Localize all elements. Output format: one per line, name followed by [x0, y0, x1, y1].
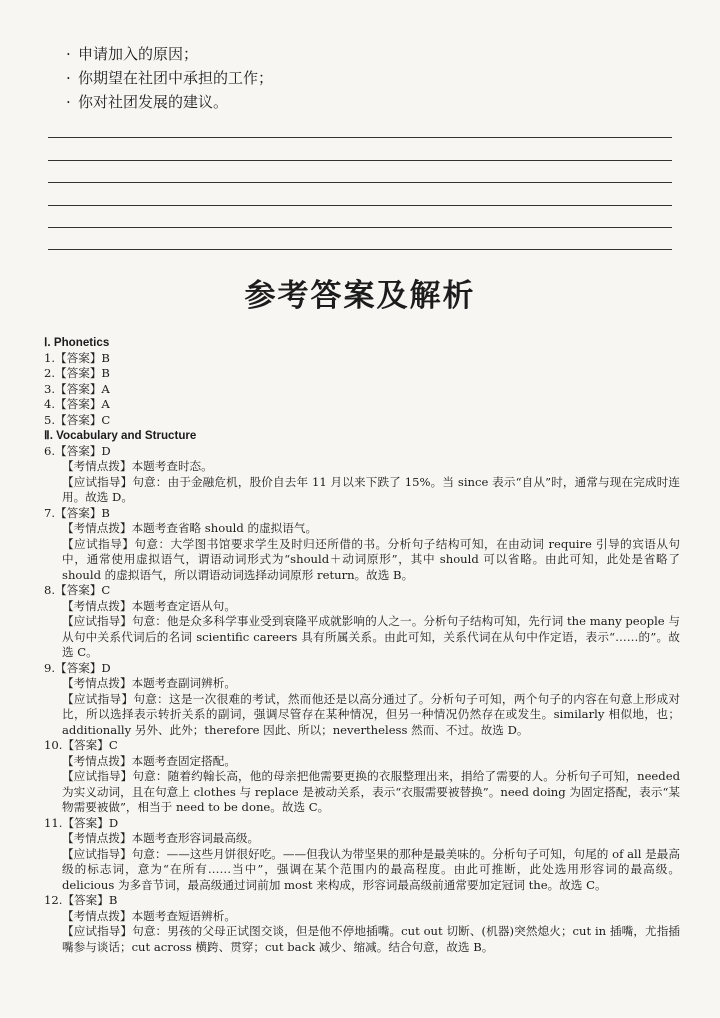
explanation: 【应试指导】句意：这是一次很难的考试，然而他还是以高分通过了。分析句子可知，两个句子的内容在句意上形成对比，所以选择表示转折关系的副词，强调尽管存在某种情况，但另一种情况仍然存在或发生。similarly 相似地，也；additionally 另外、此外；therefore 因此、所以；nevertheless 然而、不过。故选 D。 [62, 691, 680, 737]
answer-item: 6.【答案】D [44, 443, 111, 458]
answer-item: 5.【答案】C [44, 412, 111, 427]
section-heading: Ⅰ. Phonetics [44, 336, 110, 349]
exam-point: 【考情点拨】本题考查短语辨析。 [62, 908, 236, 923]
answer-item: 10.【答案】C [44, 738, 118, 752]
exam-point: 【考情点拨】本题考查形容词最高级。 [62, 831, 260, 845]
page-title: 参考答案及解析 [244, 278, 476, 314]
explanation: 【应试指导】句意：大学图书馆要求学生及时归还所借的书。分析句子结构可知，在由动词 require 引导的宾语从句中，通常使用虚拟语气，谓语动词形式为“should＋动词原形”，其中 should 可以省略。由此可知，此处是省略了 should 的虚拟语气，所以谓语动词选择动词原形 return。故选 B。 [62, 536, 680, 582]
requirement-item: · 你对社团发展的建议。 [66, 93, 229, 111]
writing-lines [48, 116, 672, 250]
requirement-item: · 你期望在社团中承担的工作； [66, 69, 274, 87]
answer-item: 1.【答案】B [44, 350, 110, 365]
answer-item: 7.【答案】B [44, 505, 110, 520]
writing-line [48, 161, 672, 183]
requirement-item: · 申请加入的原因； [66, 45, 199, 63]
explanation: 【应试指导】句意：男孩的父母正试图交谈，但是他不停地插嘴。cut out 切断、(机器)突然熄火；cut in 插嘴，尤指插嘴参与谈话；cut across 横跨、贯穿；cut back 减少、缩减。结合句意，故选 B。 [62, 924, 680, 954]
answer-item: 11.【答案】D [44, 815, 119, 830]
writing-line [48, 183, 672, 205]
answer-item: 12.【答案】B [44, 893, 118, 907]
requirement-list [66, 42, 273, 114]
explanation: 【应试指导】句意：随着约翰长高，他的母亲把他需要更换的衣服整理出来，捐给了需要的人。分析句子可知，needed 为实义动词，且在句意上 clothes 与 replace 是被动关系，表示“衣服需要被替换”。need doing 为固定搭配，表示“某物需要被做”，相当于 need to be done。故选 C。 [62, 769, 680, 814]
answer-item: 3.【答案】A [44, 381, 110, 396]
writing-line [48, 138, 672, 160]
answer-item: 8.【答案】C [44, 583, 111, 597]
answer-content [44, 335, 680, 955]
answer-item: 4.【答案】A [44, 397, 110, 411]
section-heading: Ⅱ. Vocabulary and Structure [44, 429, 197, 442]
exam-point: 【考情点拨】本题考查定语从句。 [62, 598, 236, 613]
exam-point: 【考情点拨】本题考查副词辨析。 [62, 676, 236, 690]
exam-point: 【考情点拨】本题考查时态。 [62, 459, 213, 473]
answer-item: 2.【答案】B [44, 366, 110, 380]
writing-line [48, 228, 672, 250]
exam-point: 【考情点拨】本题考查省略 should 的虚拟语气。 [62, 521, 318, 535]
explanation: 【应试指导】句意：——这些月饼很好吃。——但我认为带坚果的那种是最美味的。分析句子可知，句尾的 of all 是最高级的标志词，意为“在所有……当中”，强调在某个范围内的最高程度。由此可推断，此处选用形容词的最高级。delicious 为多音节词，最高级通过词前加 most 来构成，形容词最高级前通常要加定冠词 the。故选 C。 [62, 846, 680, 892]
exam-point: 【考情点拨】本题考查固定搭配。 [62, 753, 236, 768]
writing-line [48, 206, 672, 228]
explanation: 【应试指导】句意：他是众多科学事业受到衰隆平成就影响的人之一。分析句子结构可知，先行词 the many people 与从句中关系代词后的名词 scientific careers 具有所属关系。由此可知，关系代词在从句中作定语，表示“……的”。故选 C。 [62, 614, 680, 659]
writing-line [48, 116, 672, 138]
explanation: 【应试指导】句意：由于金融危机，股价自去年 11 月以来下跌了 15%。当 since 表示“自从”时，通常与现在完成时连用。故选 D。 [62, 474, 680, 504]
answer-item: 9.【答案】D [44, 660, 111, 675]
